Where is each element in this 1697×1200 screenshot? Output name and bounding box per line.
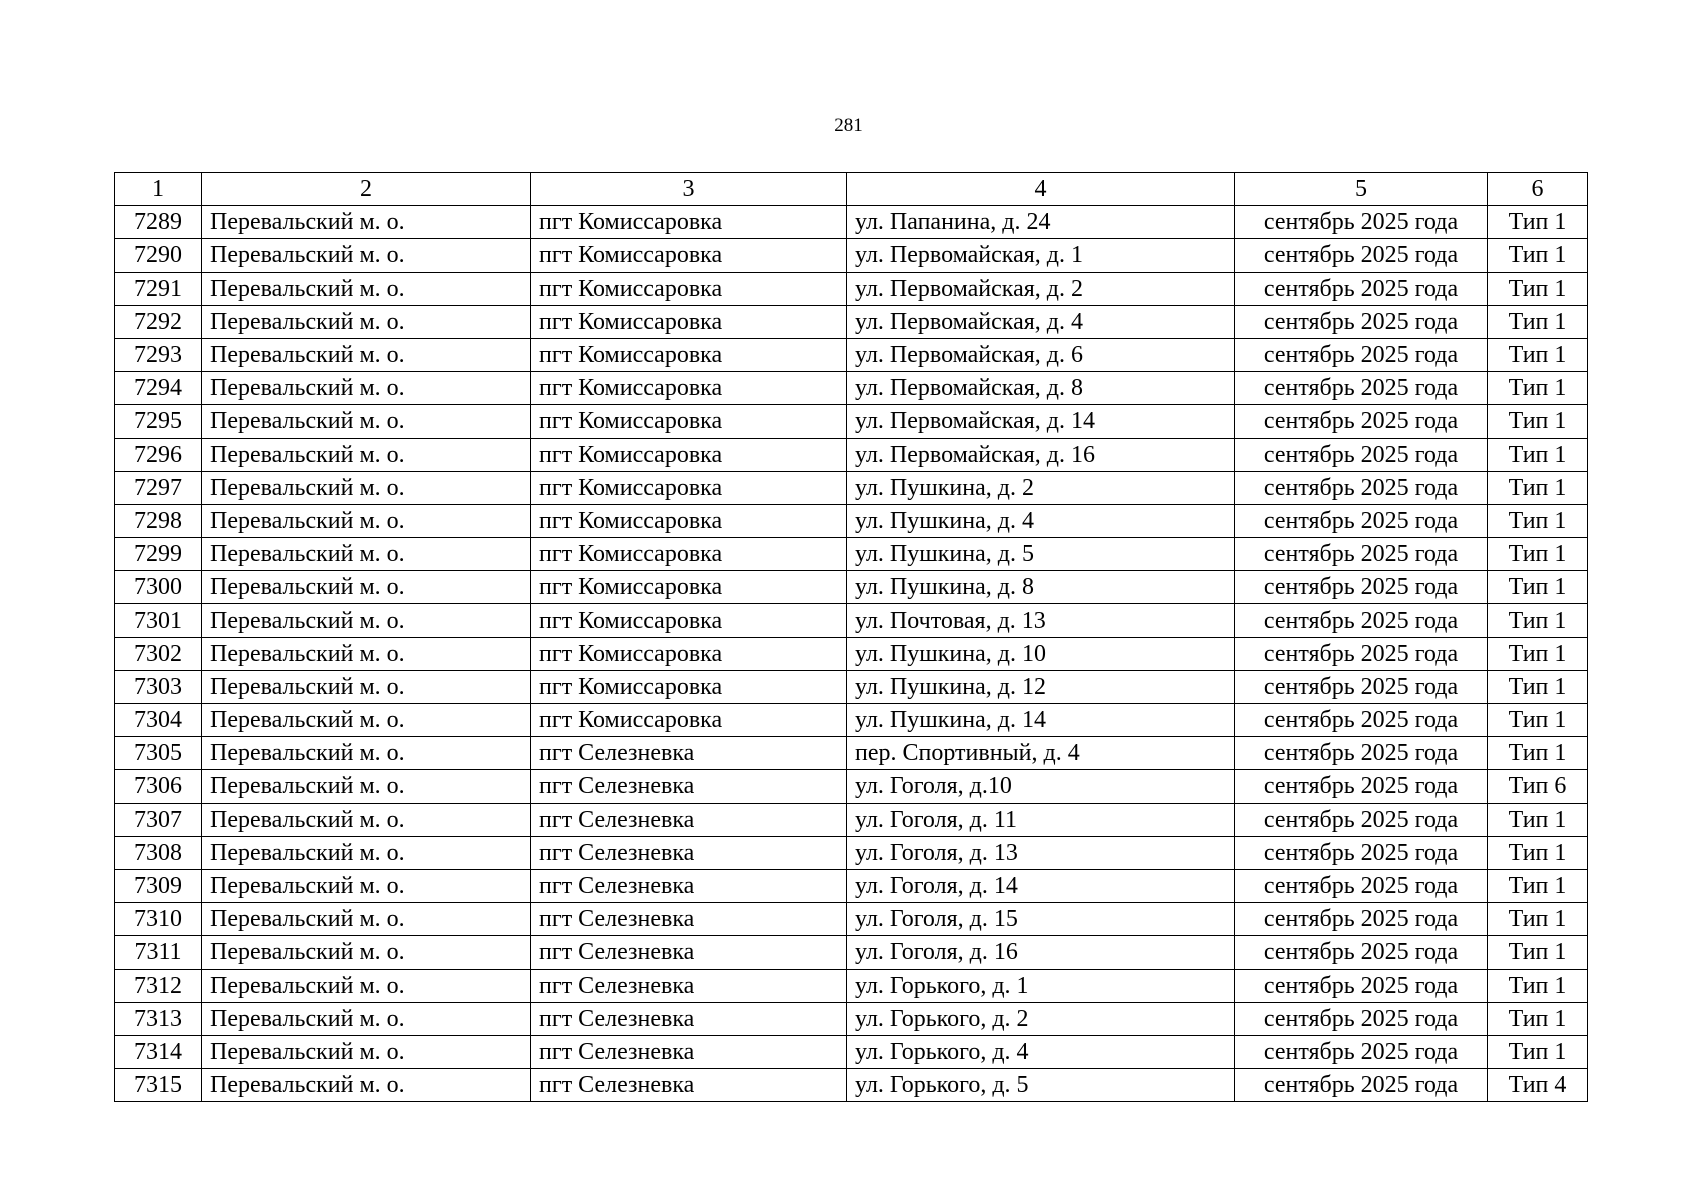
row-number-cell: 7314 [115,1035,202,1068]
settlement-cell: пгт Селезневка [531,737,847,770]
municipality-cell: Перевальский м. о. [202,405,531,438]
address-cell: ул. Пушкина, д. 12 [847,670,1235,703]
table-row [115,737,1588,770]
row-number-cell: 7292 [115,305,202,338]
type-cell: Тип 1 [1488,438,1588,471]
row-number-cell: 7315 [115,1069,202,1102]
address-cell: ул. Гоголя, д. 15 [847,903,1235,936]
row-number-cell: 7302 [115,637,202,670]
table-row [115,1035,1588,1068]
type-cell: Тип 1 [1488,206,1588,239]
date-cell: сентябрь 2025 года [1235,438,1488,471]
municipality-cell: Перевальский м. о. [202,670,531,703]
address-cell: ул. Пушкина, д. 4 [847,504,1235,537]
header-row [115,173,1588,206]
address-cell: ул. Первомайская, д. 4 [847,305,1235,338]
type-cell: Тип 1 [1488,969,1588,1002]
address-cell: ул. Первомайская, д. 1 [847,239,1235,272]
type-cell: Тип 1 [1488,338,1588,371]
row-number-cell: 7310 [115,903,202,936]
municipality-cell: Перевальский м. о. [202,504,531,537]
address-cell: ул. Горького, д. 2 [847,1002,1235,1035]
municipality-cell: Перевальский м. о. [202,338,531,371]
municipality-cell: Перевальский м. о. [202,604,531,637]
date-cell: сентябрь 2025 года [1235,770,1488,803]
date-cell: сентябрь 2025 года [1235,405,1488,438]
type-cell: Тип 1 [1488,538,1588,571]
row-number-cell: 7306 [115,770,202,803]
settlement-cell: пгт Селезневка [531,969,847,1002]
table-row [115,538,1588,571]
row-number-cell: 7294 [115,372,202,405]
address-cell: ул. Гоголя, д. 16 [847,936,1235,969]
settlement-cell: пгт Комиссаровка [531,438,847,471]
date-cell: сентябрь 2025 года [1235,969,1488,1002]
date-cell: сентябрь 2025 года [1235,704,1488,737]
settlement-cell: пгт Селезневка [531,770,847,803]
row-number-cell: 7303 [115,670,202,703]
municipality-cell: Перевальский м. о. [202,471,531,504]
row-number-cell: 7300 [115,571,202,604]
type-cell: Тип 1 [1488,1035,1588,1068]
municipality-cell: Перевальский м. о. [202,1069,531,1102]
table-row [115,206,1588,239]
date-cell: сентябрь 2025 года [1235,272,1488,305]
table-body [115,206,1588,1102]
table-row [115,637,1588,670]
municipality-cell: Перевальский м. о. [202,869,531,902]
type-cell: Тип 1 [1488,936,1588,969]
table-row [115,1069,1588,1102]
date-cell: сентябрь 2025 года [1235,305,1488,338]
type-cell: Тип 1 [1488,405,1588,438]
table-row [115,869,1588,902]
row-number-cell: 7301 [115,604,202,637]
date-cell: сентябрь 2025 года [1235,803,1488,836]
table-row [115,305,1588,338]
date-cell: сентябрь 2025 года [1235,604,1488,637]
address-cell: ул. Первомайская, д. 14 [847,405,1235,438]
settlement-cell: пгт Комиссаровка [531,206,847,239]
municipality-cell: Перевальский м. о. [202,571,531,604]
type-cell: Тип 4 [1488,1069,1588,1102]
date-cell: сентябрь 2025 года [1235,737,1488,770]
settlement-cell: пгт Комиссаровка [531,670,847,703]
row-number-cell: 7307 [115,803,202,836]
type-cell: Тип 1 [1488,239,1588,272]
municipality-cell: Перевальский м. о. [202,836,531,869]
address-cell: ул. Гоголя, д.10 [847,770,1235,803]
address-cell: ул. Первомайская, д. 6 [847,338,1235,371]
address-cell: ул. Папанина, д. 24 [847,206,1235,239]
municipality-cell: Перевальский м. о. [202,637,531,670]
address-cell: пер. Спортивный, д. 4 [847,737,1235,770]
date-cell: сентябрь 2025 года [1235,538,1488,571]
table-row [115,239,1588,272]
type-cell: Тип 6 [1488,770,1588,803]
date-cell: сентябрь 2025 года [1235,1002,1488,1035]
settlement-cell: пгт Комиссаровка [531,272,847,305]
address-cell: ул. Пушкина, д. 2 [847,471,1235,504]
type-cell: Тип 1 [1488,737,1588,770]
row-number-cell: 7308 [115,836,202,869]
settlement-cell: пгт Селезневка [531,1035,847,1068]
address-cell: ул. Первомайская, д. 8 [847,372,1235,405]
table-row [115,604,1588,637]
type-cell: Тип 1 [1488,903,1588,936]
municipality-cell: Перевальский м. о. [202,903,531,936]
address-cell: ул. Почтовая, д. 13 [847,604,1235,637]
address-cell: ул. Пушкина, д. 8 [847,571,1235,604]
settlement-cell: пгт Комиссаровка [531,504,847,537]
table-row [115,1002,1588,1035]
type-cell: Тип 1 [1488,637,1588,670]
municipality-cell: Перевальский м. о. [202,272,531,305]
address-cell: ул. Пушкина, д. 14 [847,704,1235,737]
date-cell: сентябрь 2025 года [1235,571,1488,604]
municipality-cell: Перевальский м. о. [202,1002,531,1035]
settlement-cell: пгт Комиссаровка [531,372,847,405]
row-number-cell: 7289 [115,206,202,239]
row-number-cell: 7305 [115,737,202,770]
settlement-cell: пгт Комиссаровка [531,471,847,504]
type-cell: Тип 1 [1488,471,1588,504]
page-number: 281 [834,115,863,136]
municipality-cell: Перевальский м. о. [202,372,531,405]
address-cell: ул. Гоголя, д. 13 [847,836,1235,869]
row-number-cell: 7297 [115,471,202,504]
column-header-5: 5 [1235,173,1488,206]
type-cell: Тип 1 [1488,803,1588,836]
settlement-cell: пгт Комиссаровка [531,604,847,637]
column-header-3: 3 [531,173,847,206]
column-header-6: 6 [1488,173,1588,206]
municipality-cell: Перевальский м. о. [202,803,531,836]
settlement-cell: пгт Комиссаровка [531,338,847,371]
type-cell: Тип 1 [1488,504,1588,537]
address-cell: ул. Первомайская, д. 2 [847,272,1235,305]
settlement-cell: пгт Комиссаровка [531,538,847,571]
table-row [115,969,1588,1002]
settlement-cell: пгт Селезневка [531,1069,847,1102]
date-cell: сентябрь 2025 года [1235,637,1488,670]
settlement-cell: пгт Селезневка [531,1002,847,1035]
row-number-cell: 7298 [115,504,202,537]
date-cell: сентябрь 2025 года [1235,903,1488,936]
municipality-cell: Перевальский м. о. [202,206,531,239]
municipality-cell: Перевальский м. о. [202,770,531,803]
date-cell: сентябрь 2025 года [1235,372,1488,405]
date-cell: сентябрь 2025 года [1235,869,1488,902]
settlement-cell: пгт Селезневка [531,869,847,902]
settlement-cell: пгт Селезневка [531,903,847,936]
table-row [115,704,1588,737]
address-cell: ул. Горького, д. 5 [847,1069,1235,1102]
column-header-4: 4 [847,173,1235,206]
settlement-cell: пгт Селезневка [531,836,847,869]
table-row [115,504,1588,537]
table-row [115,670,1588,703]
row-number-cell: 7290 [115,239,202,272]
address-cell: ул. Горького, д. 4 [847,1035,1235,1068]
row-number-cell: 7309 [115,869,202,902]
type-cell: Тип 1 [1488,604,1588,637]
type-cell: Тип 1 [1488,704,1588,737]
municipality-cell: Перевальский м. о. [202,239,531,272]
settlement-cell: пгт Комиссаровка [531,571,847,604]
type-cell: Тип 1 [1488,836,1588,869]
table-row [115,803,1588,836]
type-cell: Тип 1 [1488,272,1588,305]
table-row [115,936,1588,969]
row-number-cell: 7299 [115,538,202,571]
settlement-cell: пгт Комиссаровка [531,305,847,338]
settlement-cell: пгт Селезневка [531,803,847,836]
municipality-cell: Перевальский м. о. [202,1035,531,1068]
date-cell: сентябрь 2025 года [1235,1069,1488,1102]
row-number-cell: 7304 [115,704,202,737]
municipality-cell: Перевальский м. о. [202,704,531,737]
settlement-cell: пгт Селезневка [531,936,847,969]
address-cell: ул. Горького, д. 1 [847,969,1235,1002]
table-row [115,272,1588,305]
date-cell: сентябрь 2025 года [1235,338,1488,371]
date-cell: сентябрь 2025 года [1235,206,1488,239]
municipality-cell: Перевальский м. о. [202,538,531,571]
municipality-cell: Перевальский м. о. [202,438,531,471]
date-cell: сентябрь 2025 года [1235,836,1488,869]
type-cell: Тип 1 [1488,305,1588,338]
row-number-cell: 7296 [115,438,202,471]
date-cell: сентябрь 2025 года [1235,1035,1488,1068]
row-number-cell: 7293 [115,338,202,371]
date-cell: сентябрь 2025 года [1235,504,1488,537]
address-cell: ул. Пушкина, д. 10 [847,637,1235,670]
row-number-cell: 7291 [115,272,202,305]
row-number-cell: 7313 [115,1002,202,1035]
type-cell: Тип 1 [1488,869,1588,902]
municipality-cell: Перевальский м. о. [202,737,531,770]
date-cell: сентябрь 2025 года [1235,239,1488,272]
type-cell: Тип 1 [1488,1002,1588,1035]
table-row [115,338,1588,371]
table-row [115,571,1588,604]
row-number-cell: 7312 [115,969,202,1002]
row-number-cell: 7311 [115,936,202,969]
address-cell: ул. Гоголя, д. 11 [847,803,1235,836]
column-header-1: 1 [115,173,202,206]
data-table [114,172,1588,1102]
type-cell: Тип 1 [1488,372,1588,405]
settlement-cell: пгт Комиссаровка [531,405,847,438]
type-cell: Тип 1 [1488,571,1588,604]
address-cell: ул. Пушкина, д. 5 [847,538,1235,571]
settlement-cell: пгт Комиссаровка [531,239,847,272]
settlement-cell: пгт Комиссаровка [531,637,847,670]
municipality-cell: Перевальский м. о. [202,936,531,969]
table-row [115,836,1588,869]
type-cell: Тип 1 [1488,670,1588,703]
table-row [115,438,1588,471]
date-cell: сентябрь 2025 года [1235,936,1488,969]
table-row [115,372,1588,405]
row-number-cell: 7295 [115,405,202,438]
table-row [115,903,1588,936]
municipality-cell: Перевальский м. о. [202,969,531,1002]
municipality-cell: Перевальский м. о. [202,305,531,338]
column-header-2: 2 [202,173,531,206]
date-cell: сентябрь 2025 года [1235,471,1488,504]
table-header [115,173,1588,206]
table-row [115,770,1588,803]
address-cell: ул. Гоголя, д. 14 [847,869,1235,902]
table-row [115,471,1588,504]
address-cell: ул. Первомайская, д. 16 [847,438,1235,471]
table-row [115,405,1588,438]
date-cell: сентябрь 2025 года [1235,670,1488,703]
settlement-cell: пгт Комиссаровка [531,704,847,737]
